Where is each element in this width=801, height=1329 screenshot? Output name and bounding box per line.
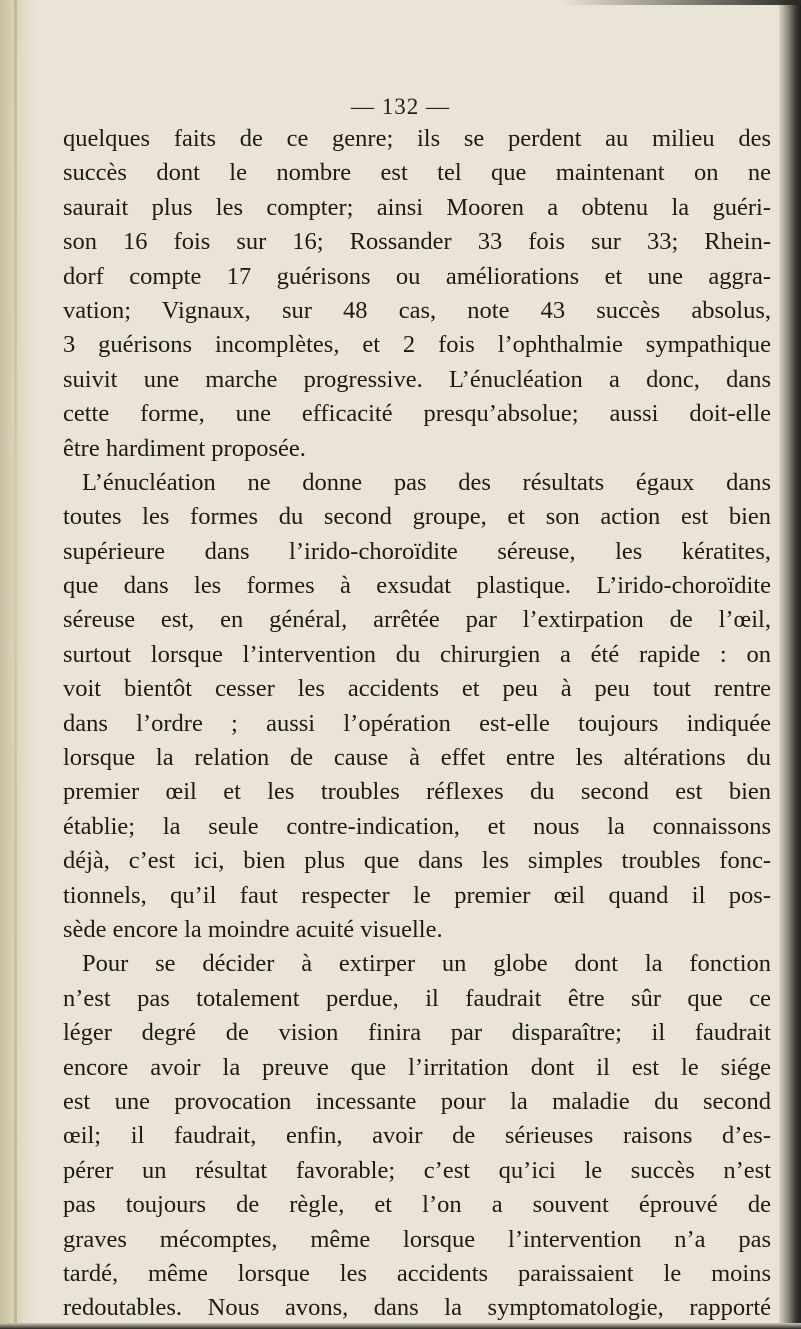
text-line: léger degré de vision finira par disparaître; il faudrait [63, 1019, 771, 1047]
text-line: redoutables. Nous avons, dans la symptomatologie, rapporté [63, 1294, 771, 1322]
text-line: saurait plus les compter; ainsi Mooren a obtenu la guéri- [63, 193, 771, 221]
text-line: quelques faits de ce genre; ils se perdent au milieu des [63, 125, 771, 152]
text-line: son 16 fois sur 16; Rossander 33 fois sur 33; Rhein- [63, 228, 771, 256]
text-line: que dans les formes à exsudat plastique. L’irido-choroïdite [63, 572, 771, 600]
text-line: voit bientôt cesser les accidents et peu à peu tout rentre [63, 675, 771, 703]
body-text [63, 122, 771, 1326]
text-line: encore avoir la preuve que l’irritation dont il est le siége [63, 1053, 771, 1081]
text-line: déjà, c’est ici, bien plus que dans les simples troubles fonc- [63, 847, 771, 875]
page-edge-right [779, 0, 801, 1329]
text-line: dans l’ordre ; aussi l’opération est-elle toujours indiquée [63, 709, 771, 737]
page-number: — 132 — [351, 94, 450, 119]
text-line: tionnels, qu’il faut respecter le premier œil quand il pos- [63, 881, 771, 909]
text-line: dorf compte 17 guérisons ou améliorations et une aggra- [63, 262, 771, 290]
text-line: supérieure dans l’irido-choroïdite séreuse, les kératites, [63, 537, 771, 565]
text-line: pas toujours de règle, et l’on a souvent éprouvé de [63, 1191, 771, 1219]
text-line: œil; il faudrait, enfin, avoir de sérieuses raisons d’es- [63, 1122, 771, 1150]
page-gutter [0, 0, 38, 1329]
text-line: séreuse est, en général, arrêtée par l’extirpation de l’œil, [63, 606, 771, 634]
text-line: sède encore la moindre acuité visuelle. [63, 915, 443, 943]
text-line: pérer un résultat favorable; c’est qu’ici le succès n’est [63, 1156, 771, 1184]
text-line: cette forme, une efficacité presqu’absolue; aussi doit-elle [63, 400, 771, 428]
text-line: tardé, même lorsque les accidents paraissaient le moins [63, 1259, 771, 1287]
text-line: établie; la seule contre-indication, et nous la connaissons [63, 812, 771, 840]
text-line: être hardiment proposée. [63, 434, 306, 462]
text-line: 3 guérisons incomplètes, et 2 fois l’ophthalmie sympathique [63, 331, 771, 359]
text-line: Pour se décider à extirper un globe dont la fonction [82, 950, 771, 978]
text-line: L’énucléation ne donne pas des résultats égaux dans [82, 468, 771, 496]
text-line: succès dont le nombre est tel que maintenant on ne [63, 159, 771, 187]
text-line: premier œil et les troubles réflexes du second est bien [63, 778, 771, 806]
page-edge-top [560, 0, 801, 5]
text-line: suivit une marche progressive. L’énucléation a donc, dans [63, 365, 771, 393]
binding-shadow [14, 0, 17, 1329]
text-line: surtout lorsque l’intervention du chirurgien a été rapide : on [63, 640, 771, 668]
text-line: graves mécomptes, même lorsque l’intervention n’a pas [63, 1225, 771, 1253]
text-line: lorsque la relation de cause à effet entre les altérations du [63, 744, 771, 772]
text-line: vation; Vignaux, sur 48 cas, note 43 succès absolus, [63, 296, 771, 324]
text-line: n’est pas totalement perdue, il faudrait être sûr que ce [63, 984, 771, 1012]
text-line: est une provocation incessante pour la maladie du second [63, 1087, 771, 1115]
text-line: toutes les formes du second groupe, et son action est bien [63, 503, 771, 531]
